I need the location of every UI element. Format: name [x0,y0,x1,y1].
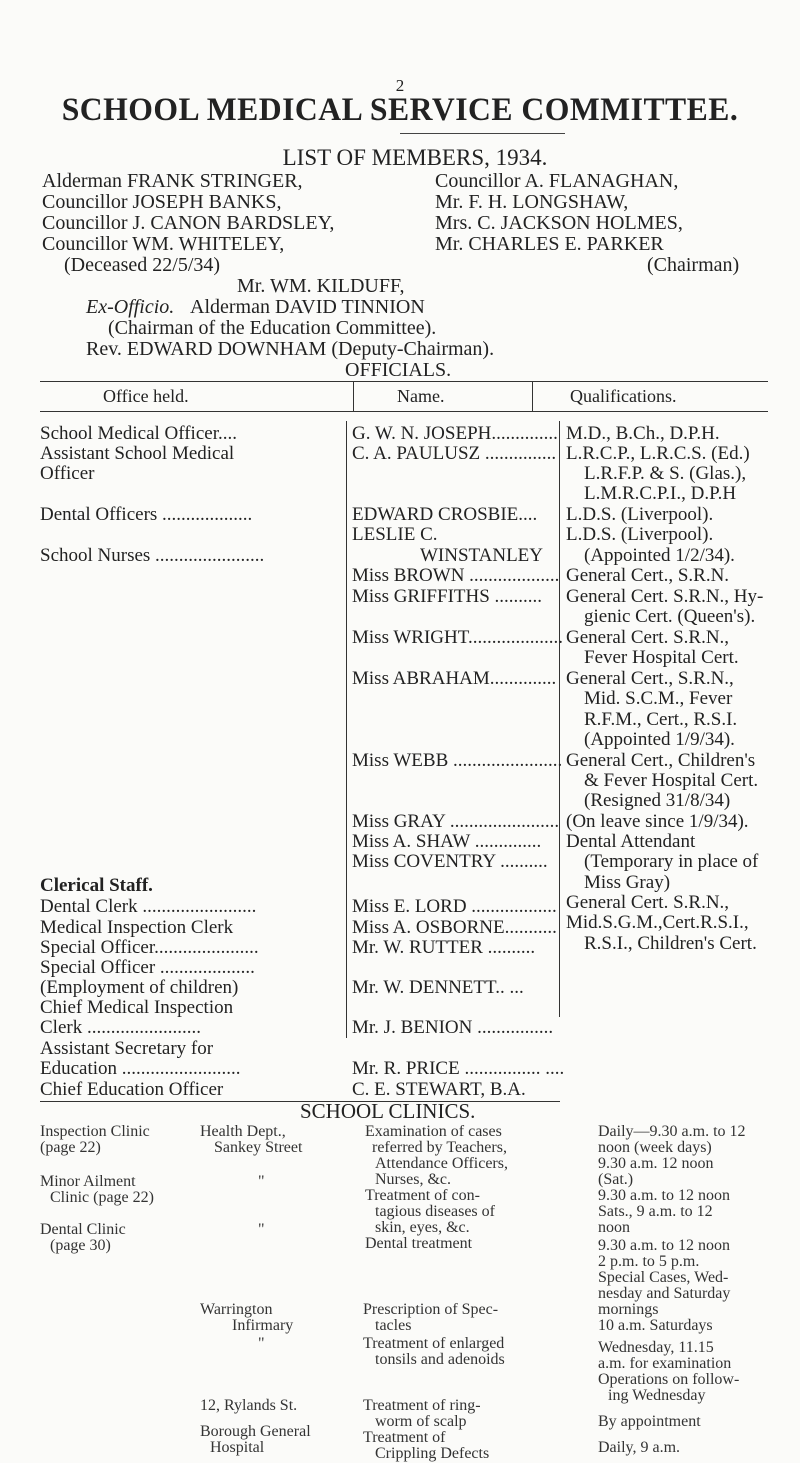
member-name: Councillor JOSEPH BANKS, [42,191,282,213]
title-underline [400,133,565,134]
table-header-rule [40,411,768,412]
column-header-office: Office held. [103,386,189,406]
name-cell: Miss WEBB ....................... [352,750,563,771]
clinic-purpose: tagious diseases of [375,1203,495,1220]
qualification-line: General Cert., Children's [566,750,756,771]
qualification-line: R.F.M., Cert., R.S.I. [584,709,738,730]
qualification-line: L.R.F.P. & S. (Glas.), [584,463,747,484]
clinic-hours: 9.30 a.m. to 12 noon [598,1187,730,1204]
clinic-purpose: Treatment of [363,1429,446,1446]
clinic-address: " [258,1173,265,1190]
qualification-line: L.D.S. (Liverpool). [566,524,714,545]
clerical-staff-heading: Clerical Staff. [40,875,153,896]
office-cell: Officer [40,463,95,484]
clinic-hours: Sats., 9 a.m. to 12 [598,1203,713,1220]
clinic-purpose: Prescription of Spec- [363,1301,499,1318]
clinic-name: (page 30) [50,1237,111,1254]
clinic-address: 12, Rylands St. [200,1397,298,1414]
name-cell: C. E. STEWART, B.A. [352,1079,526,1100]
name-cell: G. W. N. JOSEPH.............. [352,423,558,444]
clinic-hours: Daily—9.30 a.m. to 12 [598,1123,746,1140]
column-divider [353,381,354,411]
qualification-line: (On leave since 1/9/34). [566,811,749,832]
clinic-purpose: tacles [375,1317,412,1334]
clinic-purpose: skin, eyes, &c. [375,1219,470,1236]
qualification-line: & Fever Hospital Cert. [584,770,759,791]
qualification-line: Dental Attendant [566,831,696,852]
name-cell: C. A. PAULUSZ ............... [352,443,557,464]
qualification-line: M.D., B.Ch., D.P.H. [566,423,720,444]
clinic-address: Sankey Street [214,1139,303,1156]
clinic-name: Inspection Clinic [40,1123,150,1140]
name-cell: Mr. J. BENION ................ [352,1017,554,1038]
clinic-purpose: Nurses, &c. [375,1171,451,1188]
page-number: 2 [395,76,405,95]
clinic-hours: mornings [598,1301,659,1318]
clinic-hours: 2 p.m. to 5 p.m. [598,1253,700,1270]
member-name: Mr. WM. KILDUFF, [237,275,405,297]
qualification-line: L.R.C.P., L.R.C.S. (Ed.) [566,443,750,464]
office-cell: Dental Officers ................... [40,504,253,525]
office-cell: (Employment of children) [40,977,239,998]
clinic-hours: ing Wednesday [608,1387,706,1404]
qualification-line: (Appointed 1/2/34). [584,545,735,566]
clinic-hours: Wednesday, 11.15 [598,1339,714,1356]
name-cell: Miss GRIFFITHS .......... [352,586,543,607]
member-name: Mrs. C. JACKSON HOLMES, [435,212,683,234]
member-note: (Chairman) [647,254,740,276]
member-name: Councillor WM. WHITELEY, [42,233,285,255]
clinic-purpose: referred by Teachers, [372,1139,507,1156]
name-cell: Mr. R. PRICE ................ .... [352,1058,565,1079]
clinic-hours: a.m. for examination [598,1355,732,1372]
qualification-line: General Cert. S.R.N., [566,627,730,648]
clinic-purpose: Treatment of enlarged [363,1335,505,1352]
ex-officio-label: Ex-Officio. [86,296,175,318]
name-cell: Miss A. OSBORNE........... [352,917,557,938]
office-cell: Assistant Secretary for [40,1038,214,1059]
column-divider [559,421,560,1017]
qualification-line: (Resigned 31/8/34) [584,790,731,811]
name-cell: LESLIE C. [352,524,438,545]
qualification-line: (Temporary in place of [584,851,759,872]
deputy-chairman: Rev. EDWARD DOWNHAM (Deputy-Chairman). [86,338,495,360]
qualification-line: Fever Hospital Cert. [584,647,739,668]
clinic-name: Clinic (page 22) [50,1189,154,1206]
qualification-line: (Appointed 1/9/34). [584,729,735,750]
clinic-purpose: Crippling Defects [375,1445,490,1462]
column-header-qualifications: Qualifications. [570,386,677,406]
clinic-purpose: Attendance Officers, [375,1155,508,1172]
clinic-purpose: Examination of cases [365,1123,502,1140]
qualification-line: R.S.I., Children's Cert. [584,933,757,954]
qualification-line: L.D.S. (Liverpool). [566,504,714,525]
office-cell: Education ......................... [40,1058,241,1079]
column-divider [346,421,347,1038]
clinic-hours: 10 a.m. Saturdays [598,1317,713,1334]
name-cell: WINSTANLEY [420,545,544,566]
qualification-line: Mid.S.G.M.,Cert.R.S.I., [566,912,749,933]
qualification-line: General Cert., S.R.N., [566,668,734,689]
name-cell: EDWARD CROSBIE.... [352,504,538,525]
clinic-hours: nesday and Saturday [598,1285,731,1302]
clinic-address: " [258,1335,265,1352]
clinic-purpose: tonsils and adenoids [375,1351,505,1368]
qualification-line: General Cert. S.R.N., Hy- [566,586,764,607]
clinic-hours: Daily, 9 a.m. [598,1439,681,1456]
clinic-purpose: worm of scalp [375,1413,467,1430]
clinic-address: " [258,1221,265,1238]
officials-heading: OFFICIALS. [345,359,452,381]
clinic-hours: 9.30 a.m. 12 noon [598,1155,714,1172]
page-title: SCHOOL MEDICAL SERVICE COMMITTEE. [61,92,739,128]
ex-officio-name: Alderman DAVID TINNION [190,296,425,318]
member-name: Alderman FRANK STRINGER, [42,170,303,192]
member-name: Councillor J. CANON BARDSLEY, [42,212,335,234]
member-name: Mr. CHARLES E. PARKER [435,233,664,255]
table-top-rule [40,381,768,382]
clinic-hours: (Sat.) [598,1171,634,1188]
name-cell: Mr. W. DENNETT.. ... [352,977,524,998]
name-cell: Miss GRAY ....................... [352,811,560,832]
clinic-address: Health Dept., [200,1123,286,1140]
name-cell: Miss ABRAHAM.............. [352,668,557,689]
members-heading: LIST OF MEMBERS, 1934. [282,145,548,170]
clinic-hours: By appointment [598,1413,701,1430]
column-header-name: Name. [397,386,445,406]
clinic-name: (page 22) [40,1139,101,1156]
ex-officio-note: (Chairman of the Education Committee). [108,317,437,339]
qualification-line: General Cert., S.R.N. [566,565,730,586]
clinic-address: Infirmary [232,1317,294,1334]
qualification-line: gienic Cert. (Queen's). [584,606,756,627]
office-cell: Clerk ........................ [40,1017,201,1038]
clinic-hours: Special Cases, Wed- [598,1269,729,1286]
member-name: Mr. F. H. LONGSHAW, [435,191,629,213]
office-cell: Medical Inspection Clerk [40,917,234,938]
clinic-address: Warrington [200,1301,273,1318]
clinics-heading: SCHOOL CLINICS. [300,1099,476,1123]
clinic-hours: noon (week days) [598,1139,712,1156]
clinic-hours: Operations on follow- [598,1371,740,1388]
office-cell: School Nurses ....................... [40,545,265,566]
clinic-purpose: Dental treatment [365,1235,473,1252]
office-cell: School Medical Officer.... [40,423,237,444]
office-cell: Special Officer...................... [40,937,259,958]
office-cell: Dental Clerk ........................ [40,896,257,917]
member-note: (Deceased 22/5/34) [64,254,221,276]
office-cell: Assistant School Medical [40,443,235,464]
qualification-line: Mid. S.C.M., Fever [584,688,733,709]
clinic-purpose: Treatment of con- [365,1187,480,1204]
clinic-address: Hospital [210,1439,265,1456]
clinic-purpose: Treatment of ring- [363,1397,481,1414]
qualification-line: L.M.R.C.P.I., D.P.H [584,483,737,504]
office-cell: Chief Education Officer [40,1079,224,1100]
name-cell: Miss COVENTRY .......... [352,851,548,872]
qualification-line: Miss Gray) [584,872,671,893]
clinic-name: Minor Ailment [40,1173,136,1190]
office-cell: Chief Medical Inspection [40,997,234,1018]
clinic-hours: 9.30 a.m. to 12 noon [598,1237,730,1254]
office-cell: Special Officer .................... [40,957,255,978]
column-divider [532,381,533,411]
name-cell: Miss E. LORD .................. [352,896,557,917]
name-cell: Mr. W. RUTTER .......... [352,937,536,958]
member-name: Councillor A. FLANAGHAN, [435,170,679,192]
clinic-address: Borough General [200,1423,311,1440]
name-cell: Miss WRIGHT.................... [352,627,563,648]
name-cell: Miss BROWN ................... [352,565,560,586]
name-cell: Miss A. SHAW .............. [352,831,542,852]
clinic-name: Dental Clinic [40,1221,126,1238]
qualification-line: General Cert. S.R.N., [566,892,730,913]
clinic-hours: noon [598,1219,630,1236]
